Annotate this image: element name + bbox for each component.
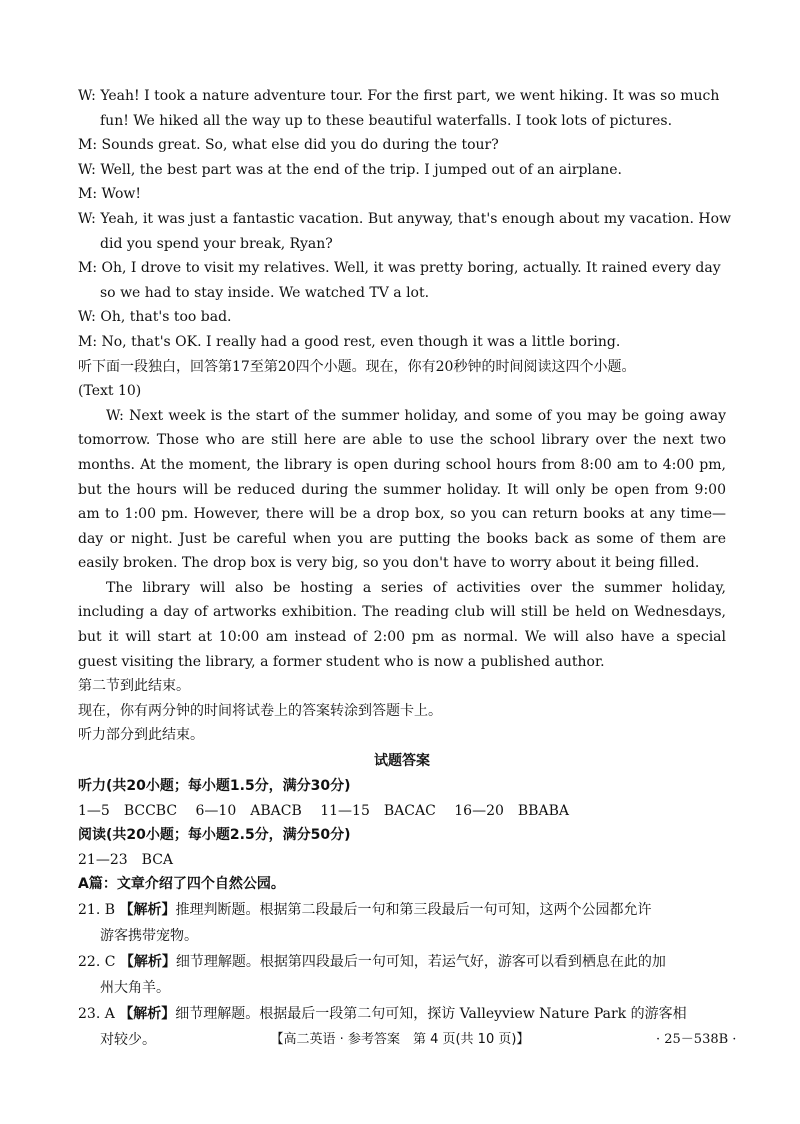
explanation-text: 推理判断题。根据第二段最后一句和第三段最后一句可知，这两个公园都允许 [175,902,652,918]
analysis-tag: 【解析】 [119,954,176,970]
answer-keys: ABACB [250,802,302,819]
explanation-text-continued: 州大角羊。 [100,980,170,996]
dialogue-line [78,84,726,133]
dialogue-text: M: Oh, I drove to visit my relatives. Well, it was pretty boring, actually. It rained every day [78,260,721,277]
footer-page-info: 【高二英语 · 参考答案 第 4 页(共 10 页)】 [270,1032,530,1047]
transfer-note: 现在，你有两分钟的时间将试卷上的答案转涂到答题卡上。 [78,702,442,719]
passage-a-summary: A篇：文章介绍了四个自然公园。 [78,876,285,893]
analysis-tag: 【解析】 [119,902,176,918]
dialogue-text: W: Yeah! I took a nature adventure tour. For the first part, we went hiking. It was so much [78,88,720,104]
dialogue-line: M: Wow! [78,186,141,203]
dialogue-line: M: No, that's OK. I really had a good rest, even though it was a little boring. [78,333,621,350]
explanation-text: 细节理解题。根据第四段最后一句可知，若运气好，游客可以看到栖息在此的加 [175,954,666,970]
answer-range: 6—10 [195,802,237,819]
dialogue-line [78,207,732,256]
listening-end-note: 听力部分到此结束。 [78,727,204,744]
question-number: 21. B [78,902,116,918]
reading-answer-row [78,848,726,873]
footer-exam-code: · 25－538B · [656,1032,737,1047]
monologue-paragraph-2: The library will also be hosting a series of activities over the summer holiday, including a day of artworks exhibition. The reading club will still be held on Wednesdays, but it will start at 10:00 am instead of 2:00 pm as normal. We will also have a special guest visiting the library, a former student who is now a published author. [78,579,726,670]
text10-label: (Text 10) [78,383,142,400]
answer-keys: BBABA [517,802,569,819]
dialogue-line: M: Sounds great. So, what else did you do during the tour? [78,137,499,154]
question-number: 22. C [78,954,116,970]
answer-keys: BCA [141,851,174,868]
explanation-text-continued: 游客携带宠物。 [100,928,198,944]
answer-keys: BACAC [383,802,436,819]
dialogue-text-continued: so we had to stay inside. We watched TV a lot. [100,284,430,301]
dialogue-line [78,256,726,305]
explanation-text-continued: 对较少。 [100,1032,156,1048]
listening-answer-row [78,799,726,824]
monologue-paragraph-1: W: Next week is the start of the summer holiday, and some of you may be going away tomorrow. Those who are still here are able to use the school library over the next two months. At the moment, the library is open during school hours from 8:00 am to 4:00 pm, but the hours will be reduced during the summer holiday. It will only be open from 9:00 am to 1:00 pm. However, there will be a drop box, so you can return books at any time—day or night. Just be careful when you are putting the books back as some of them are easily broken. The drop box is very big, so you don't have to worry about it being filled. [78,407,726,572]
dialogue-line: W: Well, the best part was at the end of the trip. I jumped out of an airplane. [78,161,622,178]
document-page [78,84,732,1053]
answer-range: 21—23 [78,851,128,868]
section-end-note: 第二节到此结束。 [78,678,190,695]
analysis-tag: 【解析】 [119,1006,176,1022]
answers-title: 试题答案 [374,753,430,770]
answer-keys: BCCBC [123,802,178,819]
dialogue-line: W: Oh, that's too bad. [78,309,232,326]
dialogue-text: W: Yeah, it was just a fantastic vacation. But anyway, that's enough about my vacation. How [78,210,732,227]
explanation-text: 细节理解题。根据最后一段第二句可知，探访 Valleyview Nature Park 的游客相 [175,1006,687,1022]
explanation-item [78,949,726,1001]
dialogue-block [78,84,732,355]
dialogue-text-continued: did you spend your break, Ryan? [100,235,333,252]
answer-range: 11—15 [320,802,370,819]
explanation-item [78,897,726,949]
instruction-text10: 听下面一段独白，回答第17至第20四个小题。现在，你有20秒钟的时间阅读这四个小题。 [78,358,636,375]
answer-range: 1—5 [78,802,110,819]
reading-section-header: 阅读(共20小题；每小题2.5分，满分50分) [78,827,351,844]
dialogue-text-continued: fun! We hiked all the way up to these beautiful waterfalls. I took lots of pictures. [100,112,673,129]
listening-section-header: 听力(共20小题；每小题1.5分，满分30分) [78,778,351,795]
question-number: 23. A [78,1006,115,1022]
answer-range: 16—20 [454,802,504,819]
